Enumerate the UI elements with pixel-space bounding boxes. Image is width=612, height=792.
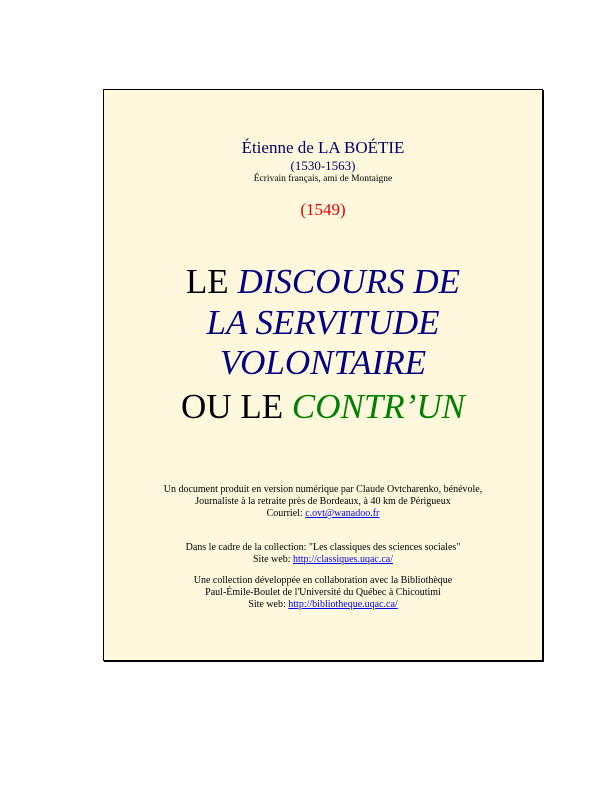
- title-text: CONTR’UN: [291, 387, 465, 426]
- title-text: LE: [185, 262, 238, 301]
- title-line-1: [104, 262, 542, 302]
- title-line-2: LA SERVITUDE: [206, 303, 440, 342]
- bibliotheque-link[interactable]: http://bibliotheque.uqac.ca/: [288, 599, 398, 610]
- author-description: Écrivain français, ami de Montaigne: [253, 174, 393, 184]
- title-text: DISCOURS DE: [237, 262, 461, 301]
- email-link[interactable]: c.ovt@wanadoo.fr: [305, 508, 380, 519]
- classiques-link[interactable]: http://classiques.uqac.ca/: [293, 554, 393, 565]
- site-line: [104, 554, 542, 566]
- email-label: Courriel:: [266, 508, 306, 519]
- title-line-3: VOLONTAIRE: [219, 343, 427, 382]
- credit-line: Journaliste à la retraite près de Bordeaux, à 40 km de Périgueux: [195, 496, 451, 507]
- title-line-4: [104, 387, 542, 427]
- email-line: [104, 508, 542, 520]
- collab-line: Paul-Émile-Boulet de l'Université du Québec à Chicoutimi: [205, 587, 441, 598]
- title-text: OU LE: [181, 387, 292, 426]
- site-line: [104, 599, 542, 611]
- author-name: Étienne de LA BOÉTIE: [241, 138, 405, 157]
- site-label: Site web:: [248, 599, 289, 610]
- site-label: Site web:: [253, 554, 293, 565]
- collab-line: Une collection développée en collaboration avec la Bibliothèque: [193, 575, 453, 586]
- publication-year: (1549): [300, 200, 346, 219]
- collection-line: Dans le cadre de la collection: "Les classiques des sciences sociales": [185, 542, 461, 553]
- cover-page: [103, 89, 543, 661]
- credit-line: Un document produit en version numérique par Claude Ovtcharenko, bénévole,: [163, 484, 483, 495]
- author-dates: (1530-1563): [290, 158, 356, 173]
